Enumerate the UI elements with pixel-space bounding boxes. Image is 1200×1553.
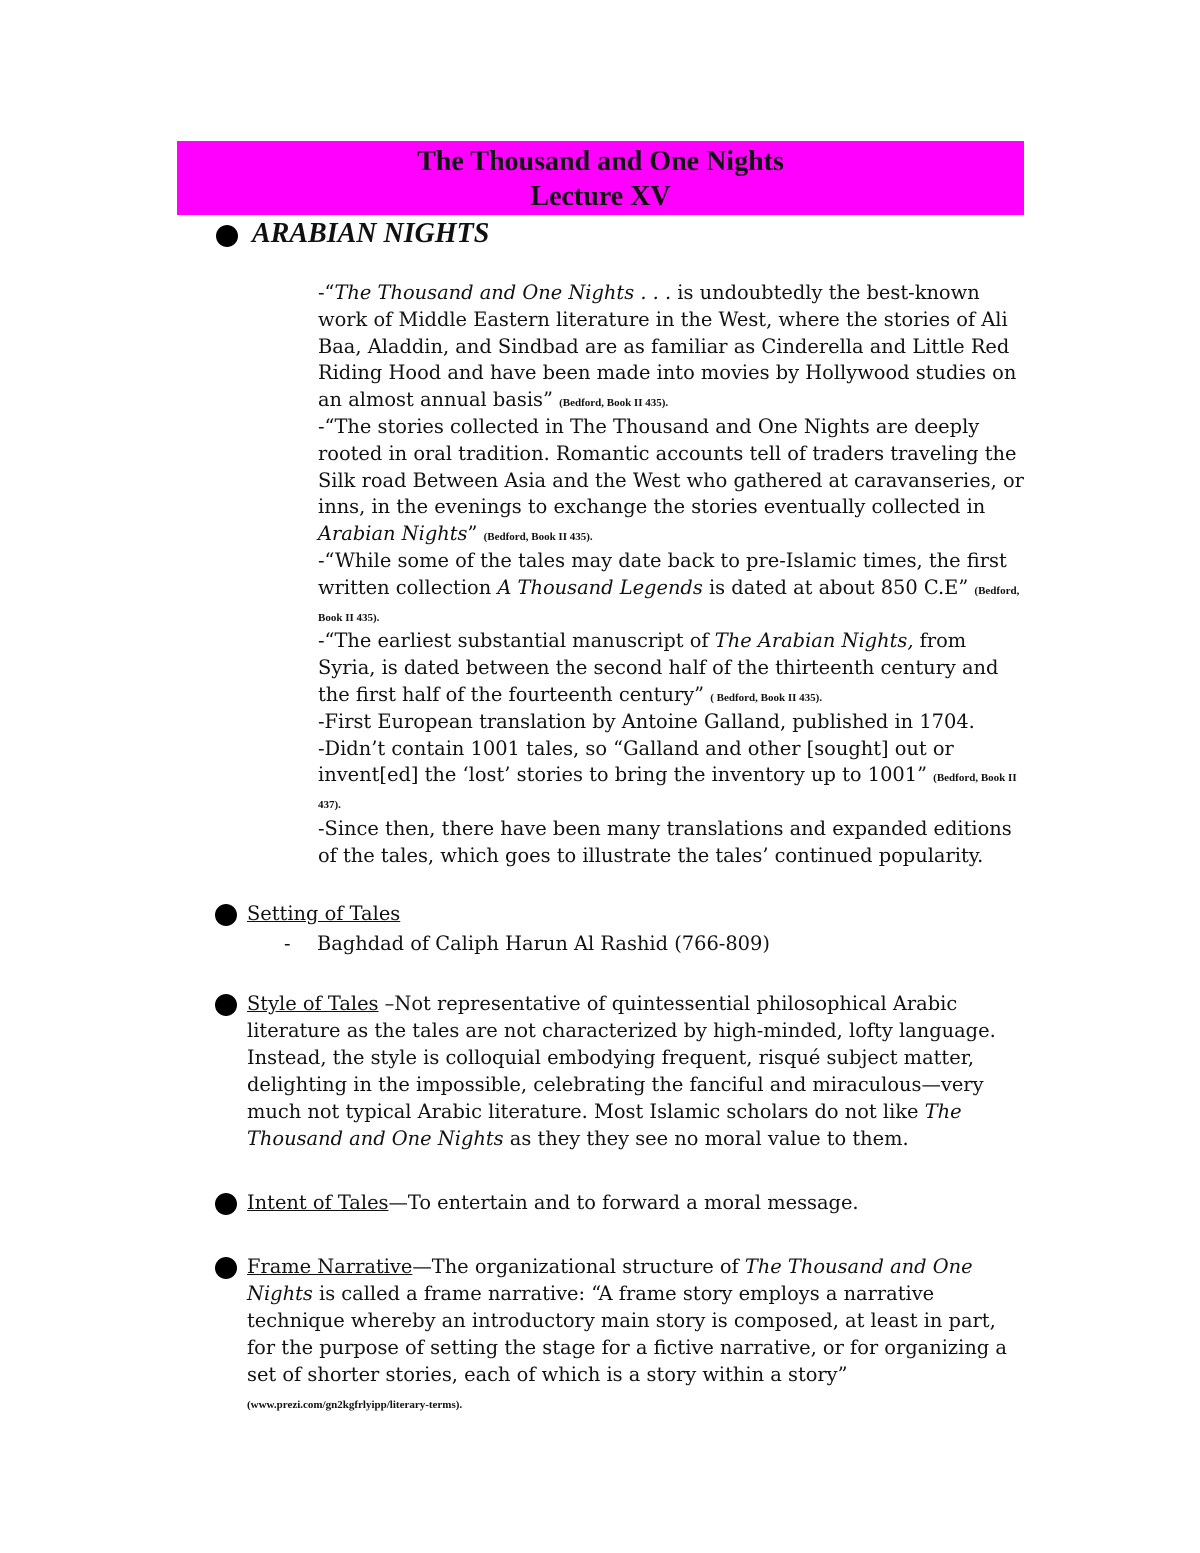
style-text: as they they see no moral value to them.	[503, 1127, 909, 1150]
citation: ( Bedford, Book II 435).	[710, 691, 823, 704]
arabian-nights-quotes	[318, 280, 1028, 870]
work-title: Arabian Nights	[318, 522, 468, 546]
work-title: A Thousand Legends	[497, 575, 703, 599]
bullet-icon	[215, 904, 237, 926]
quote-paragraph	[318, 736, 1028, 816]
document-title: The Thousand and One Nights	[417, 146, 784, 177]
intent-of-tales	[247, 1189, 1027, 1216]
dash-marker: -	[284, 932, 291, 955]
bullet-icon	[215, 1193, 237, 1215]
frame-text: is called a frame narrative: “A frame story employs a narrative technique whereby an introductory main story is composed, at least in part, for the purpose of setting the stage for a fictive narrative, or for organizing a set of shorter stories, each of which is a story within a story”	[247, 1282, 1007, 1386]
quote-text: from Syria, is dated between the second half of the thirteenth century and the first half of the fourteenth century”	[318, 629, 999, 706]
quote-paragraph: -First European translation by Antoine Galland, published in 1704.	[318, 709, 975, 733]
work-title: The Thousand and One Nights	[247, 1255, 973, 1305]
quote-text: -“The stories collected in The Thousand and One Nights are deeply rooted in oral tradition. Romantic accounts tell of traders traveling the Silk road Between Asia and the West who gathered at caravanseries, or inns, in the evenings to exchange the stories eventually collected in	[318, 414, 1024, 519]
title-banner	[177, 141, 1024, 215]
quote-paragraph: -Since then, there have been many translations and expanded editions of the tales, which goes to illustrate the tales’ continued popularity.	[318, 816, 1012, 867]
bullet-icon	[215, 1257, 237, 1279]
citation: (Bedford, Book II 435).	[318, 584, 1020, 624]
frame-label: Frame Narrative	[247, 1255, 413, 1278]
bullet-icon	[216, 225, 238, 247]
quote-paragraph	[318, 628, 1028, 708]
quote-text: is undoubtedly the best-known work of Middle Eastern literature in the West, where the stories of Ali Baa, Aladdin, and Sindbad are as familiar as Cinderella and Little Red Riding Hood and have been made into movies by Hollywood studies on an almost annual basis”	[318, 281, 1017, 412]
quote-paragraph	[318, 280, 1028, 414]
intent-label: Intent of Tales	[247, 1191, 389, 1214]
quote-text: -“	[318, 281, 335, 304]
frame-text: —The organizational structure of	[412, 1255, 745, 1278]
citation: (Bedford, Book II 437).	[318, 772, 1017, 812]
citation: (Bedford, Book II 435).	[559, 397, 669, 410]
setting-detail-item	[247, 930, 1027, 957]
lecture-number: Lecture XV	[530, 181, 671, 212]
setting-of-tales	[247, 900, 1027, 957]
style-of-tales	[247, 990, 1027, 1152]
style-text: –Not representative of quintessential philosophical Arabic literature as the tales are not characterized by high-minded, lofty language. Instead, the style is colloquial embodying frequent, risqué subject matter, delighting in the impossible, celebrating the fanciful and miraculous—very much not typical Arabic literature. Most Islamic scholars do not like	[247, 992, 996, 1123]
citation: (Bedford, Book II 435).	[483, 531, 593, 544]
work-title: The Arabian Nights,	[714, 629, 914, 653]
intent-text: —To entertain and to forward a moral message.	[388, 1191, 859, 1214]
setting-label: Setting of Tales	[247, 902, 401, 925]
quote-text: -“The earliest substantial manuscript of	[318, 629, 715, 653]
setting-detail: Baghdad of Caliph Harun Al Rashid (766-809)	[317, 932, 770, 955]
quote-text: -“While some of the tales may date back to pre-Islamic times, the first written collection	[318, 548, 1007, 599]
citation: (www.prezi.com/gn2kgfrlyipp/literary-terms).	[247, 1399, 463, 1411]
quote-text: -Didn’t contain 1001 tales, so “Galland and other [sought] out or invent[ed] the ‘lost’ stories to bring the inventory up to 1001”	[318, 736, 954, 787]
quote-text: is dated at about 850 C.E”	[702, 575, 975, 599]
style-label: Style of Tales	[247, 992, 379, 1015]
quote-paragraph	[318, 548, 1028, 628]
bullet-icon	[215, 994, 237, 1016]
work-title: The Thousand and One Nights . . .	[334, 281, 672, 304]
quote-paragraph	[318, 414, 1028, 548]
section-heading-arabian-nights: ARABIAN NIGHTS	[252, 218, 490, 249]
quote-text: ”	[467, 522, 484, 546]
work-title: The Thousand and One Nights	[247, 1100, 962, 1150]
frame-narrative	[247, 1253, 1027, 1415]
